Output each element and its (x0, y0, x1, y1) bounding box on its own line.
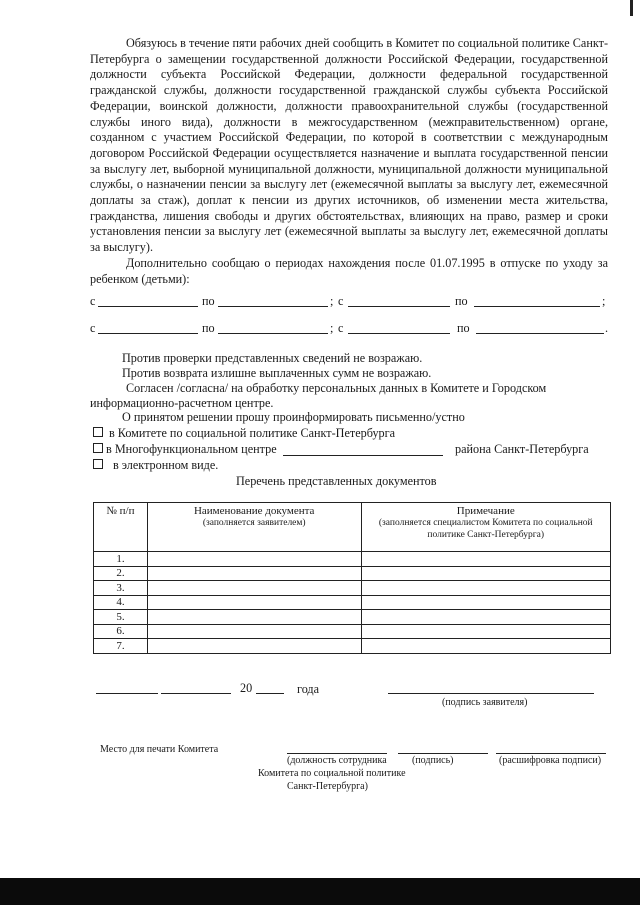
checkbox-icon[interactable] (93, 427, 103, 437)
consent-data-center: информационно-расчетном центре. (90, 396, 274, 410)
checkbox-icon[interactable] (93, 443, 103, 453)
staff-name-caption: (расшифровка подписи) (499, 755, 602, 766)
childcare-text: Дополнительно сообщаю о периодах нахождения после 01.07.1995 в отпуске по уходу за ребенком (детьми): (90, 256, 608, 286)
note-cell[interactable] (361, 581, 611, 596)
year-suffix: года (297, 682, 320, 696)
document-name-cell[interactable] (147, 581, 361, 596)
staff-signature-field[interactable] (398, 752, 488, 754)
staff-signature-caption: (подпись) (412, 755, 454, 766)
option-mfc[interactable] (93, 442, 613, 457)
period-to-label: по (457, 321, 470, 335)
stamp-place-label: Место для печати Комитета (100, 744, 219, 755)
note-cell[interactable] (361, 610, 611, 625)
note-cell[interactable] (361, 624, 611, 639)
table-row (94, 610, 611, 625)
year-prefix: 20 (240, 681, 253, 695)
option-mfc-label: в Многофункциональном центре (106, 442, 277, 456)
period-3-from-field[interactable] (98, 332, 198, 334)
period-3-to-field[interactable] (218, 332, 328, 334)
period-2-from-field[interactable] (348, 305, 450, 307)
table-row (94, 639, 611, 654)
separator: ; (602, 294, 606, 308)
mfc-district-field[interactable] (283, 454, 443, 456)
period-from-label: с (338, 321, 344, 335)
period-row-2 (90, 320, 610, 336)
column-header-note: Примечание (заполняется специалистом Комитета по социальной политике Санкт-Петербурга) (361, 503, 611, 552)
row-number: 3. (94, 581, 148, 596)
note-cell[interactable] (361, 552, 611, 567)
staff-position-caption-3: Санкт-Петербурга) (287, 781, 368, 792)
period-from-label: с (90, 294, 96, 308)
staff-position-caption: (должность сотрудника (287, 755, 387, 766)
row-number: 7. (94, 639, 148, 654)
period-to-label: по (202, 294, 215, 308)
table-row (94, 552, 611, 567)
document-name-cell[interactable] (147, 624, 361, 639)
period-from-label: с (90, 321, 96, 335)
period-to-label: по (455, 294, 468, 308)
period-end: . (605, 321, 609, 335)
consent-refund: Против возврата излишне выплаченных сумм не возражаю. (122, 366, 432, 380)
obligation-paragraph (90, 36, 608, 256)
document-name-cell[interactable] (147, 595, 361, 610)
option-committee[interactable] (93, 426, 395, 441)
period-2-to-field[interactable] (474, 305, 600, 307)
consent-data-text: Согласен /согласна/ на обработку персональных данных в Комитете и Городском (126, 381, 547, 395)
note-cell[interactable] (361, 566, 611, 581)
obligation-text: Обязуюсь в течение пяти рабочих дней сообщить в Комитет по социальной политике Санкт-Петербурга о замещении государственной должности Российской Федерации, государственной должности субъекта Российской Федерации, должности федеральной государственной гражданской службы, должности государственной гражданской службы субъекта Российской Федерации, воинской должности, должности правоохранительной службы (государственной службы иного вида), должности в межгосударственном (межправительственном) органе, созданном с участием Российской Федерации, по которой в соответствии с международным договором Российской Федерации осуществляется назначение и выплата государственной пенсии за выслугу лет, выборной муниципальной должности, муниципальной должности муниципальной службы, о назначении пенсии за выслугу лет (ежемесячной выплаты за выслугу лет, ежемесячной доплаты за стаж), доплат к пенсии из других источников, об изменении места жительства, гражданства, лишения свободы и других обстоятельствах, влияющих на право, размер и сроки установления пенсии за выслугу лет (ежемесячной выплаты за выслугу лет, ежемесячной доплаты за выслугу). (90, 36, 608, 255)
consent-verify: Против проверки представленных сведений не возражаю. (122, 351, 423, 365)
table-row (94, 566, 611, 581)
separator: ; (330, 294, 334, 308)
note-cell[interactable] (361, 639, 611, 654)
row-number: 5. (94, 610, 148, 625)
row-number: 4. (94, 595, 148, 610)
date-day-field[interactable] (96, 692, 158, 694)
option-electronic-label: в электронном виде. (113, 458, 219, 472)
period-4-from-field[interactable] (348, 332, 450, 334)
note-cell[interactable] (361, 595, 611, 610)
period-row-1 (90, 293, 610, 309)
staff-name-field[interactable] (496, 752, 606, 754)
date-year-field[interactable] (256, 692, 284, 694)
table-row (94, 624, 611, 639)
column-header-document: Наименование документа (заполняется заявителем) (147, 503, 361, 552)
table-row (94, 581, 611, 596)
checkbox-icon[interactable] (93, 459, 103, 469)
period-1-from-field[interactable] (98, 305, 198, 307)
period-from-label: с (338, 294, 344, 308)
staff-position-field[interactable] (287, 752, 387, 754)
option-mfc-district-label: района Санкт-Петербурга (455, 442, 589, 456)
separator: ; (330, 321, 334, 335)
documents-table (93, 502, 611, 654)
consent-data-paragraph (90, 381, 608, 397)
row-number: 2. (94, 566, 148, 581)
applicant-signature-field[interactable] (388, 692, 594, 694)
period-1-to-field[interactable] (218, 305, 328, 307)
period-4-to-field[interactable] (476, 332, 604, 334)
documents-table-title: Перечень представленных документов (236, 474, 437, 488)
notify-request: О принятом решении прошу проинформировать письменно/устно (122, 410, 465, 424)
period-to-label: по (202, 321, 215, 335)
document-name-cell[interactable] (147, 552, 361, 567)
row-number: 6. (94, 624, 148, 639)
document-name-cell[interactable] (147, 566, 361, 581)
document-name-cell[interactable] (147, 610, 361, 625)
childcare-paragraph (90, 256, 608, 287)
row-number: 1. (94, 552, 148, 567)
table-row (94, 595, 611, 610)
document-name-cell[interactable] (147, 639, 361, 654)
page-edge-mark (630, 0, 633, 16)
applicant-signature-caption: (подпись заявителя) (442, 697, 528, 708)
option-committee-label: в Комитете по социальной политике Санкт-Петербурга (109, 426, 396, 440)
date-month-field[interactable] (161, 692, 231, 694)
staff-position-caption-2: Комитета по социальной политике (258, 768, 406, 779)
scan-bottom-bar (0, 878, 640, 905)
option-electronic[interactable] (93, 458, 218, 473)
column-header-number: № п/п (94, 503, 148, 552)
